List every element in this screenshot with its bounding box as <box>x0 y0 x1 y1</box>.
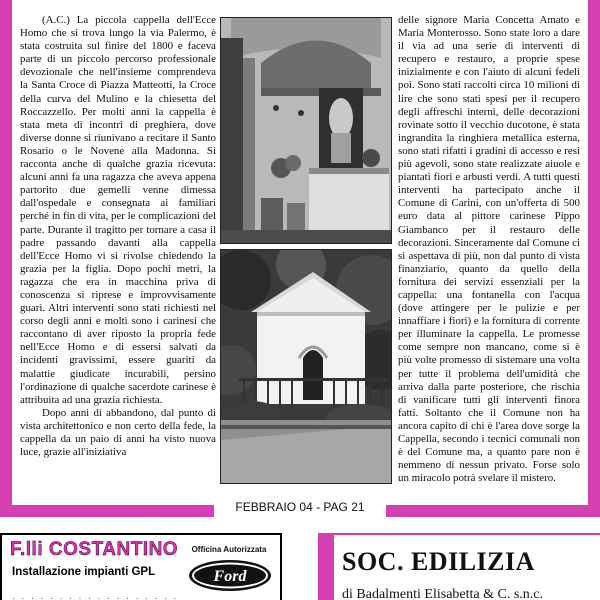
page-frame-right <box>588 0 600 517</box>
article-paragraph-3: delle signore Maria Concetta Amato e Maria Monterosso. Sono state loro a dare il via ad una serie di interventi di recupero e restauro, a proprie spese inizialmente e con l'aiuto di alcuni fedeli poi. Sono stati raccolti circa 10 milioni di lire che sono stati spesi per il recupero degli affreschi interni, delle decorazioni rovinate sotto il vecchio ducotone, è stata ingrandita la ringhiera metallica esterna, sono stati rifatti i gradini di accesso e resi più agevoli, sono state realizzate aiuole e piantati fiori e arbusti verdi. A tutti questi interventi ha partecipato anche il Comune di Carini, con un'offerta di 500 euro data al pittore carinese Pippo Giambanco per il restauro delle decorazioni. Sinceramente dal Comune ci si aspettava di più, non dal punto di vista finanziario, quanto da quello della fornitura dei servizi essenziali per la cappella: una fontanella con l'acqua (dove attingere per le pulizie e per innaffiare i fiori) e la fornitura di corrente per illuminare la cappella. Le promesse come sempre non mancano, come si è più volte promesso di sistemare una volta per tutte il problema dell'umidità che arriva dalla parte posteriore, che rischia di vanificare tutti gli interventi finora fatti. Soltanto che il Comune non ha ancora capito di chi è l'area dove sorge la Cappella, secondo i tecnici comunali non è del Comune ma, a quanto pare non è nemmeno di nessun privato. Forse solo un miracolo potrà svelare il mistero. <box>398 14 580 485</box>
ad-officina-label: Officina Autorizzata <box>191 545 267 554</box>
ad-edilizia-accent-bar <box>320 535 334 600</box>
article-paragraph-1: (A.C.) La piccola cappella dell'Ecce Homo che si trova lungo la via Palermo, è stata costruita sul finire del 1800 e faceva parte di un piccolo percorso professionale devozionale che nell'insieme comprendeva la Santa Croce di Piazza Matteotti, la Croce della curva del Mulino e la chiesetta del Roccazzello. Per molti anni la cappella è stata meta di incontri di preghiera, dove diverse donne si riunivano a recitare il Santo Rosario o le Novene alla Madonna. Si racconta anche di qualche grazia ricevuta: alcuni anni fa una ragazza che aveva appena partorito due gemelli venne dimessa dall'ospedale e consegnata ai familiari perché in fin di vita, per le complicazioni del parte. Durante il tragitto per tornare a casa il padre passando davanti alla cappella dell'Ecce Homo vi si rivolse chiedendo la grazia per la figlia. Dopo pochi metri, la ragazza che era in macchina priva di conoscenza si riprese e improvvisamente guarì. Altri interventi sono stati richiesti nel corso degli anni e molti sono i carinesi che raccontano di aver riposto la propria fede nell'Ecce Homo e di essersi salvati da incidenti gravissimi, essere guariti da malattie giudicate incurabili, persino l'ordinazione di qualche sacerdote carinese è attribuita ad una grazia richiesta. <box>20 14 216 406</box>
page-frame-left <box>0 0 12 517</box>
chapel-interior-photo <box>220 17 392 244</box>
ford-logo-text: Ford <box>213 568 247 585</box>
ad-costantino-subtitle: Installazione impianti GPL <box>12 566 156 578</box>
issue-page-label: FEBBRAIO 04 - PAG 21 <box>235 500 365 514</box>
ad-edilizia-subtitle: di Badalmenti Elisabetta & C. s.n.c. <box>342 587 544 600</box>
page-frame-bottom-right <box>386 505 600 517</box>
ad-soc-edilizia <box>318 533 600 600</box>
page-frame-bottom-left <box>0 505 214 517</box>
ad-costantino <box>0 533 282 600</box>
ford-oval-logo-icon <box>188 559 272 592</box>
ad-edilizia-title: SOC. EDILIZIA <box>342 547 535 576</box>
article-left-column <box>20 14 216 459</box>
ad-costantino-name: F.lli COSTANTINO <box>10 539 179 560</box>
article-right-column <box>398 14 580 485</box>
chapel-exterior-photo <box>220 249 392 484</box>
article-paragraph-2: Dopo anni di abbandono, dal punto di vista architettonico e non certo della fede, la cappella da un paio di anni ha visto nuova luce, grazie all'iniziativa <box>20 406 216 459</box>
ad-costantino-cut-text: · · · · · · · · · · · · · · · · · · <box>12 593 179 600</box>
